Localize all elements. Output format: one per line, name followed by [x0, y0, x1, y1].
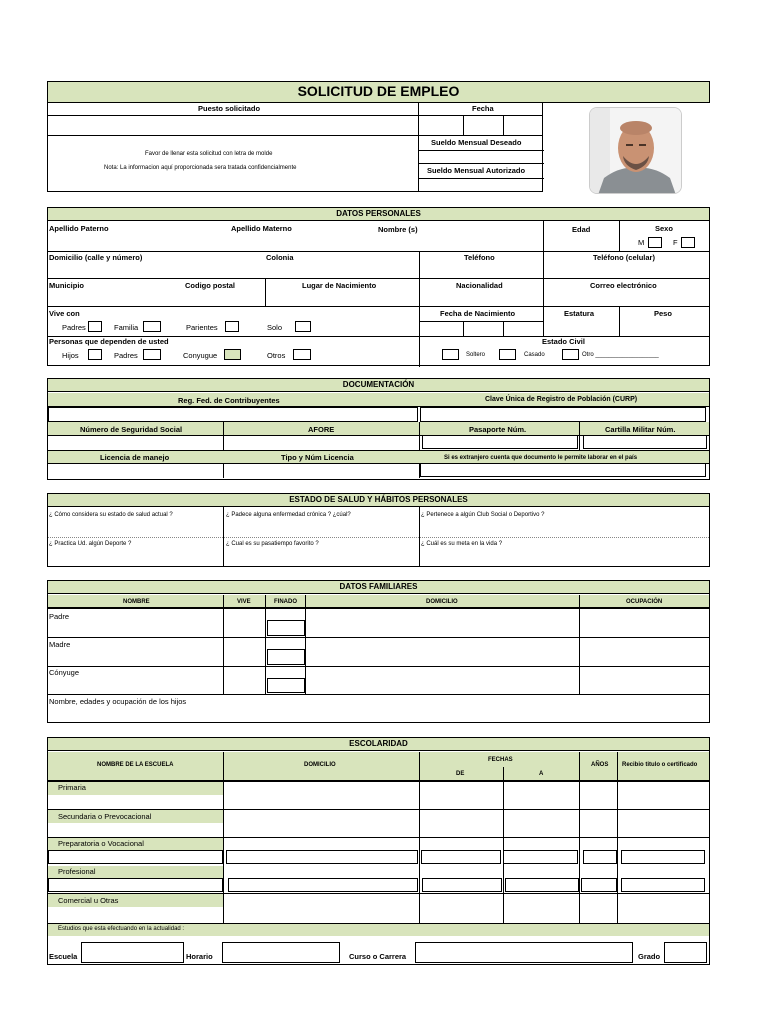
- salud-q5: ¿ Cual es su pasatiempo favorito ?: [226, 541, 319, 547]
- escolaridad-section: [47, 737, 710, 965]
- escolaridad-header: ESCOLARIDAD: [48, 738, 709, 751]
- correo-label: Correo electrónico: [590, 281, 657, 290]
- documentacion-section: [47, 378, 710, 480]
- otro-label: Otro ___________________: [582, 352, 659, 358]
- comercial-label: Comercial u Otras: [58, 896, 119, 905]
- nota-confidencial: Nota: La informacion aquí proporcionada sera tratada confidencialmente: [104, 165, 297, 171]
- col-titulo: Recibio titulo o certificado: [622, 762, 698, 768]
- sueldo-deseado-label: Sueldo Mensual Deseado: [431, 138, 522, 147]
- col-de: DE: [456, 771, 465, 777]
- applicant-photo: [589, 107, 682, 194]
- col-a: A: [539, 771, 544, 777]
- municipio-label: Municipio: [49, 281, 84, 290]
- col-esc-domicilio: DOMICILIO: [304, 762, 336, 768]
- sexo-m-checkbox[interactable]: [648, 237, 662, 248]
- edad-label: Edad: [572, 225, 591, 234]
- vive-solo-label: Solo: [267, 323, 283, 332]
- dep-conyugue-label: Conyugue: [183, 351, 218, 360]
- licencia-label: Licencia de manejo: [100, 453, 170, 462]
- secundaria-label: Secundaria o Prevocacional: [58, 812, 152, 821]
- soltero-checkbox[interactable]: [442, 349, 459, 360]
- fecha-label: Fecha: [472, 104, 494, 113]
- conyuge-finado-box[interactable]: [267, 678, 305, 693]
- sueldo-deseado-field[interactable]: [419, 151, 543, 162]
- pasaporte-label: Pasaporte Núm.: [469, 425, 527, 434]
- curso-field[interactable]: [415, 942, 633, 963]
- grado-field[interactable]: [664, 942, 707, 963]
- horario-field[interactable]: [222, 942, 340, 963]
- col-anios: AÑOS: [591, 762, 609, 768]
- salud-q1: ¿ Cómo considera su estado de salud actual ?: [49, 512, 173, 518]
- dep-padres-label: Padres: [114, 351, 138, 360]
- vive-familia-checkbox[interactable]: [143, 321, 161, 332]
- salud-section: [47, 493, 710, 567]
- casado-label: Casado: [524, 352, 545, 358]
- sueldo-autorizado-field[interactable]: [419, 179, 543, 191]
- col-escuela: NOMBRE DE LA ESCUELA: [97, 762, 174, 768]
- salud-header: ESTADO DE SALUD Y HÁBITOS PERSONALES: [48, 494, 709, 507]
- sexo-f-label: F: [673, 238, 678, 247]
- dep-otros-label: Otros: [267, 351, 286, 360]
- horario-label: Horario: [186, 952, 213, 961]
- profesional-label: Profesional: [58, 867, 96, 876]
- colonia-label: Colonia: [266, 253, 294, 262]
- padre-label: Padre: [49, 612, 70, 621]
- preparatoria-label: Preparatoria o Vocacional: [58, 839, 144, 848]
- pasaporte-field[interactable]: [422, 435, 578, 449]
- peso-label: Peso: [654, 309, 672, 318]
- cartilla-field[interactable]: [583, 435, 707, 449]
- vive-padres-checkbox[interactable]: [88, 321, 102, 332]
- vive-con-label: Vive con: [49, 309, 80, 318]
- familia-header: DATOS FAMILIARES: [48, 581, 709, 594]
- nacionalidad-label: Nacionalidad: [456, 281, 503, 290]
- apellido-paterno-label: Apellido Paterno: [49, 224, 109, 233]
- cartilla-label: Cartilla Militar Núm.: [605, 425, 676, 434]
- otro-checkbox[interactable]: [562, 349, 579, 360]
- extranjero-label: Si es extranjero cuenta que documento le permite laborar en el país: [444, 455, 638, 461]
- vive-familia-label: Familia: [114, 323, 139, 332]
- grado-label: Grado: [638, 952, 661, 961]
- salud-q3: ¿ Pertenece a algún Club Social o Deportivo ?: [421, 512, 545, 518]
- conyuge-label: Cónyuge: [49, 668, 80, 677]
- familia-section: [47, 580, 710, 723]
- col-nombre: NOMBRE: [123, 599, 150, 605]
- col-finado: FINADO: [274, 599, 297, 605]
- vive-padres-label: Padres: [62, 323, 86, 332]
- escuela-field[interactable]: [81, 942, 184, 963]
- fecha-nacimiento-label: Fecha de Nacimiento: [440, 309, 516, 318]
- madre-label: Madre: [49, 640, 71, 649]
- dep-otros-checkbox[interactable]: [293, 349, 311, 360]
- domicilio-label: Domicilio (calle y número): [49, 253, 143, 262]
- primaria-label: Primaria: [58, 783, 86, 792]
- salud-q4: ¿ Practica Ud. algún Deporte ?: [49, 541, 132, 547]
- telefono-label: Teléfono: [464, 253, 495, 262]
- extranjero-field[interactable]: [420, 463, 706, 477]
- dep-conyugue-checkbox[interactable]: [224, 349, 241, 360]
- dep-hijos-label: Hijos: [62, 351, 79, 360]
- nss-label: Número de Seguridad Social: [80, 425, 183, 434]
- col-domicilio: DOMICILIO: [426, 599, 458, 605]
- tipo-licencia-label: Tipo y Núm Licencia: [281, 453, 354, 462]
- datos-personales-section: [47, 207, 710, 366]
- top-block: [47, 102, 543, 192]
- puesto-label: Puesto solicitado: [198, 104, 261, 113]
- cp-label: Codigo postal: [185, 281, 235, 290]
- casado-checkbox[interactable]: [499, 349, 516, 360]
- lugar-nacimiento-label: Lugar de Nacimiento: [302, 281, 377, 290]
- celular-label: Teléfono (celular): [593, 253, 655, 262]
- escuela-label: Escuela: [49, 952, 78, 961]
- rfc-label: Reg. Fed. de Contribuyentes: [178, 396, 280, 405]
- col-vive: VIVE: [237, 599, 251, 605]
- sexo-f-checkbox[interactable]: [681, 237, 695, 248]
- nota-letra-molde: Favor de llenar esta solicitud con letra de molde: [145, 151, 273, 157]
- curp-field[interactable]: [420, 407, 706, 422]
- dep-padres-checkbox[interactable]: [143, 349, 161, 360]
- curp-label: Clave Única de Registro de Población (CURP): [485, 396, 638, 403]
- documentacion-header: DOCUMENTACIÓN: [48, 379, 709, 392]
- soltero-label: Soltero: [466, 352, 486, 358]
- form-title: SOLICITUD DE EMPLEO: [47, 81, 710, 103]
- hijos-label: Nombre, edades y ocupación de los hijos: [49, 697, 187, 706]
- curso-label: Curso o Carrera: [349, 952, 407, 961]
- sueldo-autorizado-label: Sueldo Mensual Autorizado: [427, 166, 526, 175]
- estatura-label: Estatura: [564, 309, 595, 318]
- vive-parientes-checkbox[interactable]: [225, 321, 239, 332]
- datos-personales-header: DATOS PERSONALES: [48, 208, 709, 221]
- afore-label: AFORE: [308, 425, 335, 434]
- estudios-actuales-label: Estudios que esta efectuando en la actualidad :: [58, 926, 185, 932]
- col-fechas: FECHAS: [488, 757, 513, 763]
- col-ocupacion: OCUPACIÓN: [626, 599, 663, 605]
- salud-q6: ¿ Cuál es su meta en la vida ?: [421, 541, 503, 547]
- sexo-m-label: M: [638, 238, 645, 247]
- salud-q2: ¿ Padece alguna enfermedad crónica ? ¿cúal?: [226, 512, 351, 518]
- dep-hijos-checkbox[interactable]: [88, 349, 102, 360]
- rfc-field[interactable]: [48, 407, 418, 422]
- dependen-label: Personas que dependen de usted: [49, 337, 169, 346]
- nombre-label: Nombre (s): [378, 225, 418, 234]
- vive-parientes-label: Parientes: [186, 323, 218, 332]
- estado-civil-label: Estado Civil: [542, 337, 585, 346]
- madre-finado-box[interactable]: [267, 649, 305, 665]
- vive-solo-checkbox[interactable]: [295, 321, 311, 332]
- sexo-label: Sexo: [655, 224, 673, 233]
- apellido-materno-label: Apellido Materno: [231, 224, 292, 233]
- padre-finado-box[interactable]: [267, 620, 305, 636]
